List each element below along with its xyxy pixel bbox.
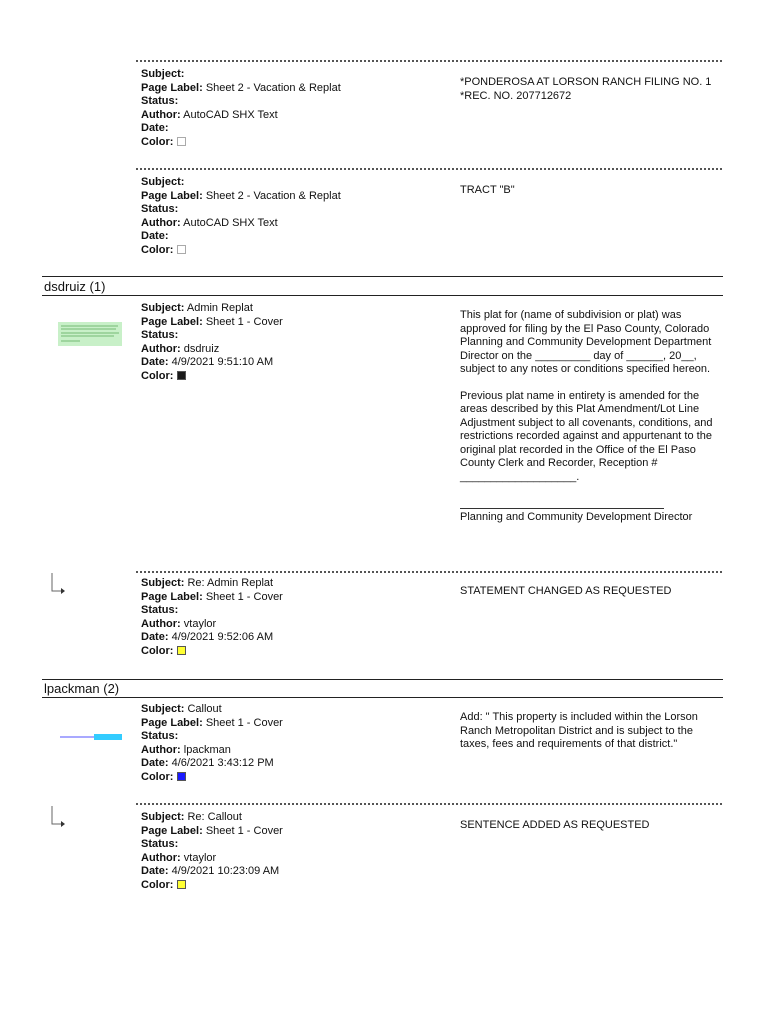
page-label-value: Sheet 1 - Cover bbox=[205, 824, 283, 837]
page-label-value: Sheet 1 - Cover bbox=[205, 716, 283, 729]
color-swatch bbox=[177, 137, 186, 146]
status-label: Status: bbox=[141, 203, 179, 215]
user-group-label: lpackman (2) bbox=[44, 681, 120, 696]
color-swatch bbox=[177, 245, 186, 254]
subject-value: Re: Admin Replat bbox=[187, 577, 274, 589]
date-label: Date: bbox=[141, 356, 169, 368]
color-swatch bbox=[177, 371, 186, 380]
author-value: vtaylor bbox=[183, 617, 217, 630]
date-label: Date: bbox=[141, 230, 169, 242]
subject-value: Re: Callout bbox=[187, 811, 242, 823]
comment-metadata bbox=[141, 811, 441, 892]
subject-value: Admin Replat bbox=[186, 302, 253, 314]
comment-text: This plat for (name of subdivision or plat) was approved for filing by the El Paso County, Colorado Planning and Community Development Department Director on the _________ day of ______, 20__, subject to any notes or conditions specified hereon. bbox=[460, 309, 712, 375]
status-label: Status: bbox=[141, 604, 179, 616]
date-label: Date: bbox=[141, 865, 169, 877]
color-label: Color: bbox=[141, 770, 174, 783]
author-value: vtaylor bbox=[183, 851, 217, 864]
color-swatch bbox=[177, 772, 186, 781]
color-label: Color: bbox=[141, 243, 174, 256]
comment-content bbox=[460, 76, 718, 116]
date-value: 4/6/2021 3:43:12 PM bbox=[171, 757, 274, 769]
comment-separator bbox=[136, 168, 722, 170]
page-label-value: Sheet 2 - Vacation & Replat bbox=[205, 81, 341, 94]
callout-thumbnail bbox=[60, 731, 124, 743]
comment-separator bbox=[136, 803, 722, 805]
color-label: Color: bbox=[141, 878, 174, 891]
date-value: 4/9/2021 10:23:09 AM bbox=[171, 865, 280, 877]
author-label: Author: bbox=[141, 743, 181, 756]
color-label: Color: bbox=[141, 644, 174, 657]
comment-text: TRACT "B" bbox=[460, 184, 515, 196]
reply-arrow-icon bbox=[50, 805, 72, 833]
subject-label: Subject: bbox=[141, 176, 185, 188]
comment-metadata bbox=[141, 302, 441, 383]
date-value: 4/9/2021 9:52:06 AM bbox=[171, 631, 274, 643]
comment-content bbox=[460, 819, 718, 846]
color-label: Color: bbox=[141, 369, 174, 382]
comment-content bbox=[460, 184, 718, 211]
color-swatch bbox=[177, 646, 186, 655]
date-label: Date: bbox=[141, 757, 169, 769]
user-group-bottom-rule bbox=[42, 295, 723, 296]
page-label-label: Page Label: bbox=[141, 315, 203, 328]
signature-line bbox=[460, 497, 664, 509]
page-label-label: Page Label: bbox=[141, 716, 203, 729]
page-label-label: Page Label: bbox=[141, 590, 203, 603]
comment-metadata bbox=[141, 68, 441, 149]
subject-value: Callout bbox=[187, 703, 222, 715]
text-box-thumbnail bbox=[58, 322, 122, 346]
user-group-bottom-rule bbox=[42, 697, 723, 698]
comment-content bbox=[460, 585, 718, 612]
comment-text: *PONDEROSA AT LORSON RANCH FILING NO. 1 *REC. NO. 207712672 bbox=[460, 76, 712, 102]
status-label: Status: bbox=[141, 730, 179, 742]
author-label: Author: bbox=[141, 342, 181, 355]
date-label: Date: bbox=[141, 631, 169, 643]
comment-metadata bbox=[141, 577, 441, 658]
author-label: Author: bbox=[141, 617, 181, 630]
comment-metadata bbox=[141, 176, 441, 257]
page-label-label: Page Label: bbox=[141, 81, 203, 94]
author-value: dsdruiz bbox=[183, 342, 220, 355]
comment-text: STATEMENT CHANGED AS REQUESTED bbox=[460, 585, 672, 597]
author-value: AutoCAD SHX Text bbox=[183, 216, 278, 229]
comment-text: Add: " This property is included within the Lorson Ranch Metropolitan District and is subject to the taxes, fees and requirements of that district." bbox=[460, 711, 698, 750]
comment-text: Previous plat name in entirety is amended for the areas described by this Plat Amendment/Lot Line Adjustment subject to all covenants, conditions, and restrictions recorded against and appurtenant to the original plat recorded in the Office of the El Paso County Clerk and Recorder, Reception # ___________________. bbox=[460, 389, 713, 483]
subject-label: Subject: bbox=[141, 811, 185, 823]
user-group-top-rule bbox=[42, 276, 723, 277]
status-label: Status: bbox=[141, 329, 179, 341]
comment-text: SENTENCE ADDED AS REQUESTED bbox=[460, 819, 650, 831]
comment-content bbox=[460, 309, 718, 538]
author-label: Author: bbox=[141, 851, 181, 864]
color-label: Color: bbox=[141, 135, 174, 148]
reply-arrow-icon bbox=[50, 572, 72, 600]
author-label: Author: bbox=[141, 108, 181, 121]
comment-separator bbox=[136, 571, 722, 573]
subject-label: Subject: bbox=[141, 703, 185, 715]
user-group-label: dsdruiz (1) bbox=[44, 279, 106, 294]
page-label-label: Page Label: bbox=[141, 189, 203, 202]
subject-label: Subject: bbox=[141, 68, 185, 80]
author-value: AutoCAD SHX Text bbox=[183, 108, 278, 121]
page-label-label: Page Label: bbox=[141, 824, 203, 837]
author-value: lpackman bbox=[183, 743, 231, 756]
user-group-top-rule bbox=[42, 679, 723, 680]
comment-metadata bbox=[141, 703, 441, 784]
subject-label: Subject: bbox=[141, 577, 185, 589]
color-swatch bbox=[177, 880, 186, 889]
comment-content bbox=[460, 711, 718, 765]
date-label: Date: bbox=[141, 122, 169, 134]
status-label: Status: bbox=[141, 838, 179, 850]
status-label: Status: bbox=[141, 95, 179, 107]
page-label-value: Sheet 1 - Cover bbox=[205, 315, 283, 328]
comment-text: Planning and Community Development Director bbox=[460, 511, 693, 523]
page-label-value: Sheet 1 - Cover bbox=[205, 590, 283, 603]
author-label: Author: bbox=[141, 216, 181, 229]
comment-separator bbox=[136, 60, 722, 62]
page-label-value: Sheet 2 - Vacation & Replat bbox=[205, 189, 341, 202]
subject-label: Subject: bbox=[141, 302, 185, 314]
date-value: 4/9/2021 9:51:10 AM bbox=[171, 356, 274, 368]
